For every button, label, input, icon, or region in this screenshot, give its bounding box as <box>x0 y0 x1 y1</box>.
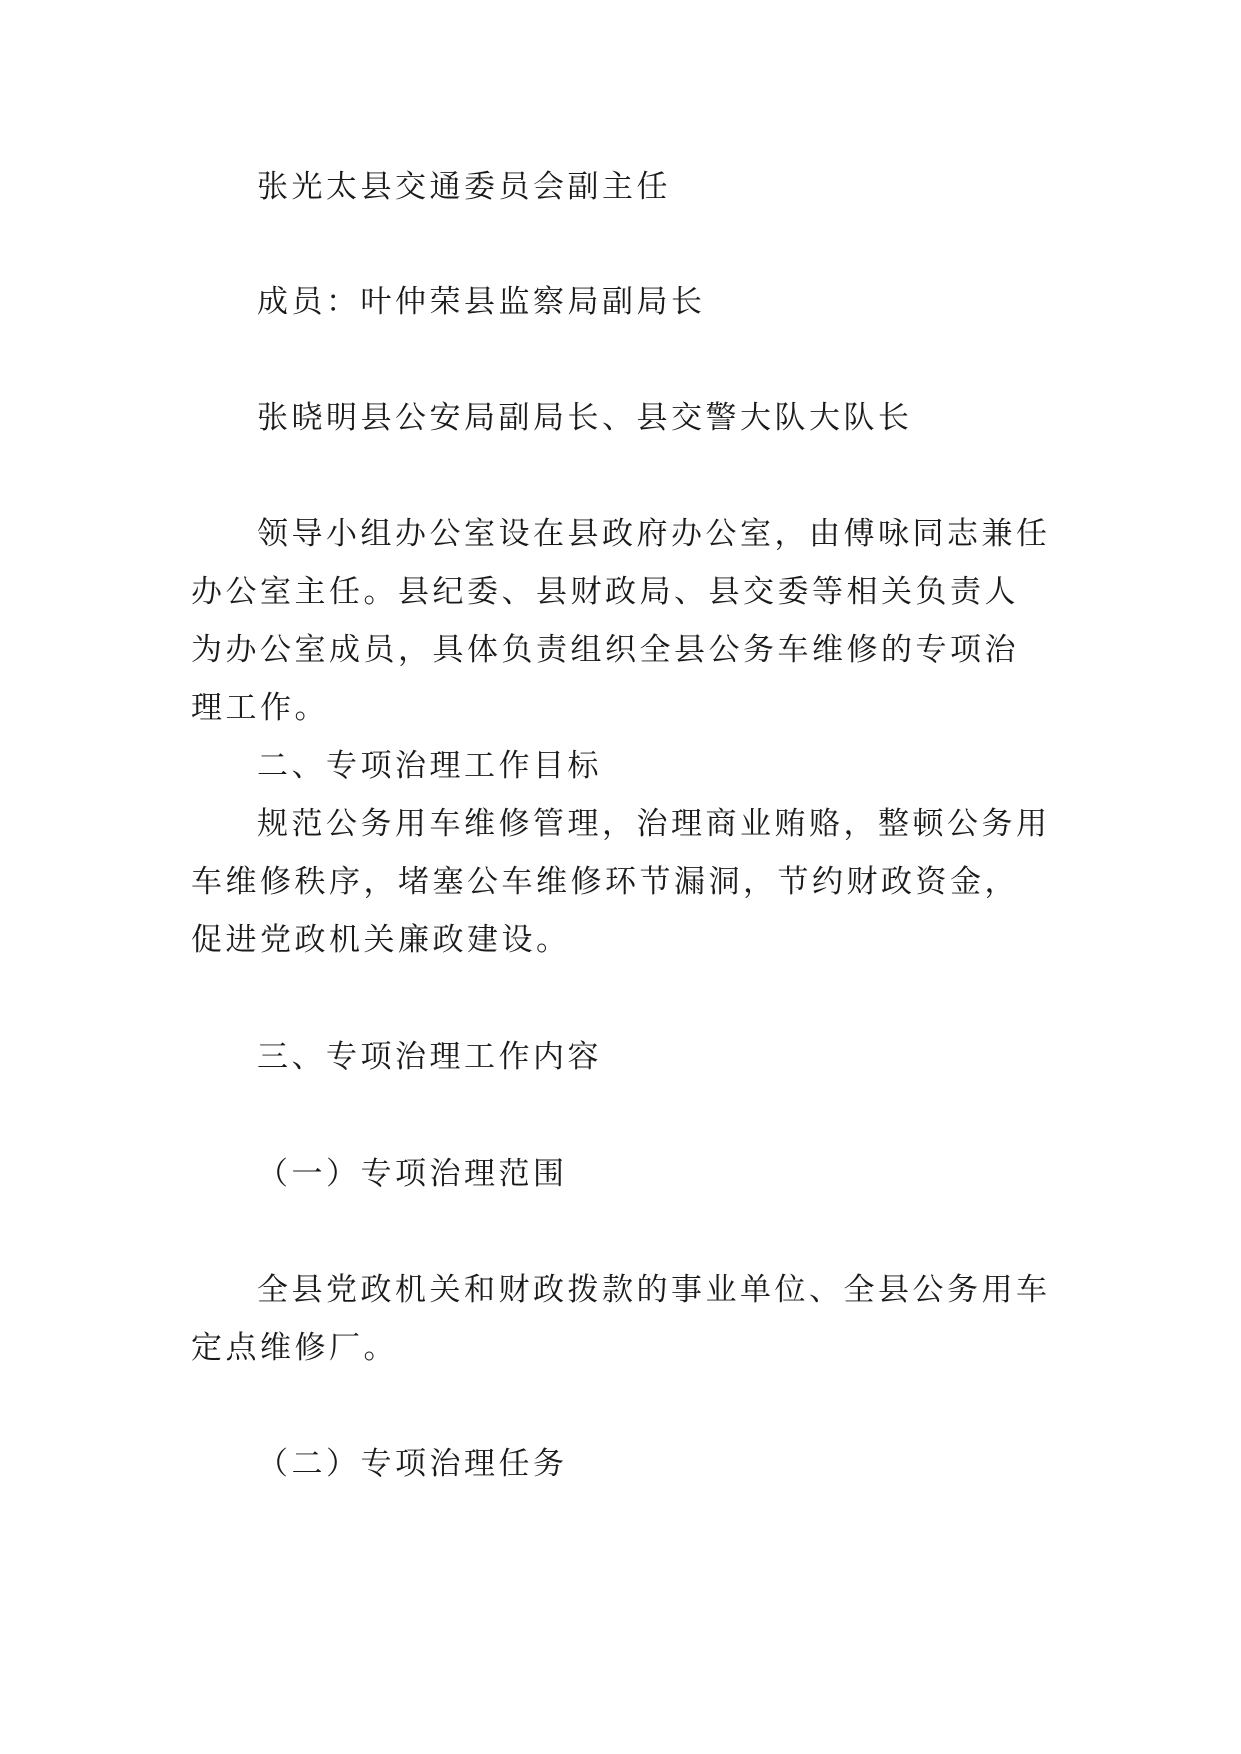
paragraph-scope: 全县党政机关和财政拨款的事业单位、全县公务用车定点维修厂。 <box>191 1272 1051 1366</box>
paragraph-goals: 规范公务用车维修管理，治理商业贿赂，整顿公务用车维修秩序，堵塞公车维修环节漏洞，节约财政资金，促进党政机关廉政建设。 <box>191 806 1051 958</box>
subheading-tasks: （二）专项治理任务 <box>257 1446 568 1482</box>
subheading-scope: （一）专项治理范围 <box>257 1156 568 1192</box>
paragraph-members-ye-zhongrong: 成员：叶仲荣县监察局副局长 <box>257 284 706 320</box>
section-heading-goals: 二、专项治理工作目标 <box>257 748 602 784</box>
section-heading-content: 三、专项治理工作内容 <box>257 1039 602 1075</box>
paragraph-member-zhang-guangtai: 张光太县交通委员会副主任 <box>257 169 671 205</box>
paragraph-office-setup: 领导小组办公室设在县政府办公室，由傅咏同志兼任办公室主任。县纪委、县财政局、县交委等相关负责人为办公室成员，具体负责组织全县公务车维修的专项治理工作。 <box>191 516 1051 726</box>
paragraph-member-zhang-xiaoming: 张晓明县公安局副局长、县交警大队大队长 <box>257 400 913 436</box>
